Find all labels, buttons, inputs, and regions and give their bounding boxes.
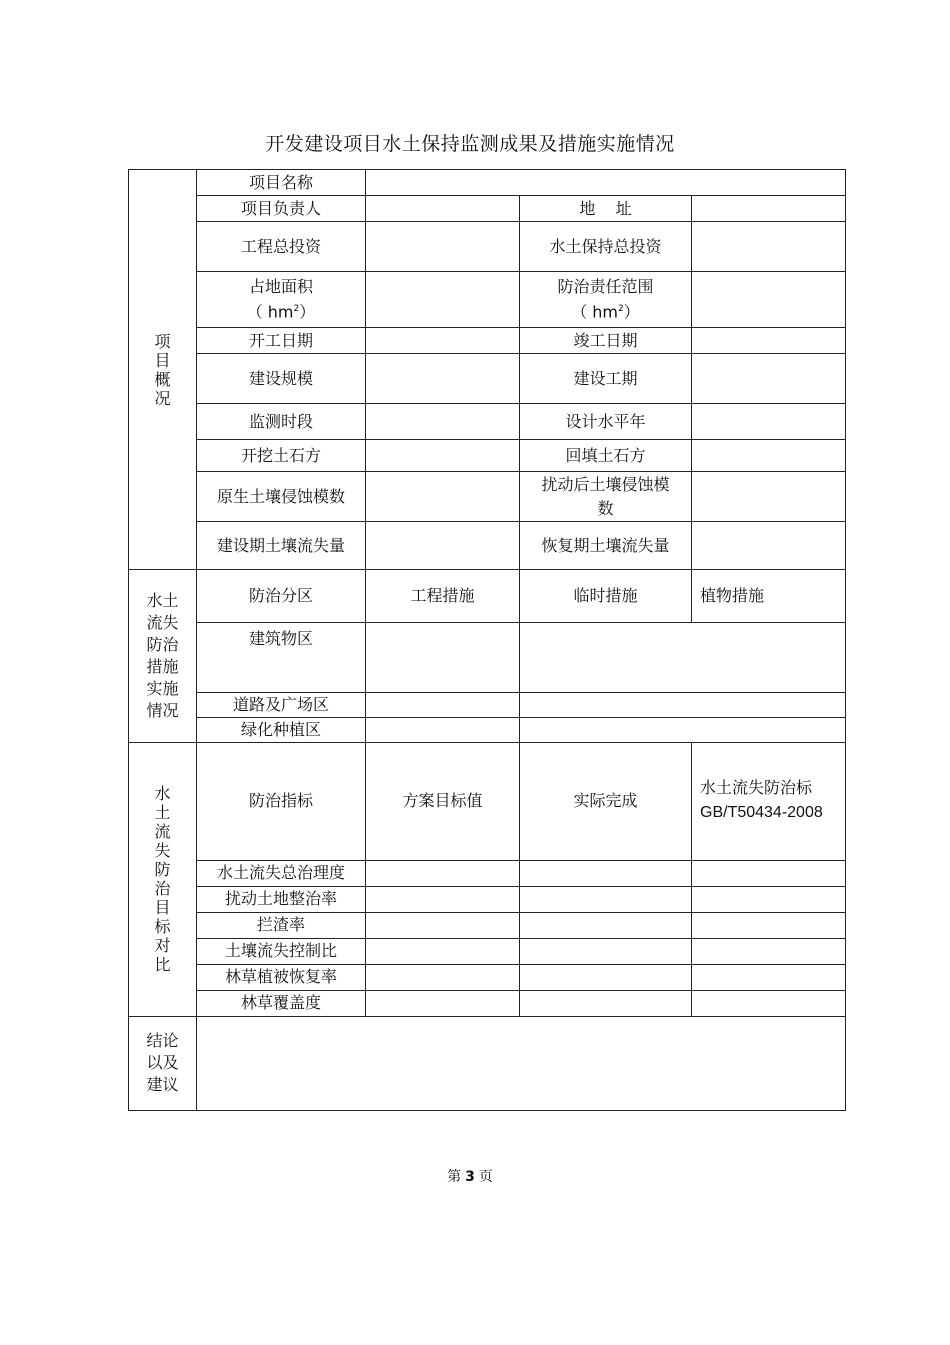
label-completion-date: 竣工日期 <box>520 328 692 354</box>
standard-code: GB/T50434-2008 <box>700 804 823 821</box>
label-recovery-loss: 恢复期土壤流失量 <box>520 522 692 570</box>
section-targets-label: 水 土 流 失 防 治 目 标 对 比 <box>129 742 197 1016</box>
value-address[interactable] <box>692 196 846 222</box>
unit-open: （ hm <box>571 302 619 322</box>
target-row-label: 扰动土地整治率 <box>197 886 366 912</box>
standard-label: 水土流失防治标 <box>700 780 813 797</box>
value-backfill[interactable] <box>692 440 846 472</box>
value-native-erosion[interactable] <box>366 472 520 522</box>
target-plan-value[interactable] <box>366 912 520 938</box>
label-backfill: 回填土石方 <box>520 440 692 472</box>
header-actual: 实际完成 <box>520 742 692 860</box>
label-monitor-period: 监测时段 <box>197 404 366 440</box>
value-construction-loss[interactable] <box>366 522 520 570</box>
target-standard-value[interactable] <box>692 938 846 964</box>
label-excavation: 开挖土石方 <box>197 440 366 472</box>
page-footer <box>0 1166 940 1186</box>
target-row-label: 林草覆盖度 <box>197 990 366 1016</box>
label-resp-range <box>520 272 692 328</box>
section-conclusion-label: 结论 以及 建议 <box>129 1016 197 1110</box>
target-standard-value[interactable] <box>692 886 846 912</box>
unit-sup: 2 <box>618 303 624 314</box>
label-resp-range-text: 防治责任范围 <box>557 276 654 296</box>
zone-road: 道路及广场区 <box>197 692 366 717</box>
target-actual-value[interactable] <box>520 938 692 964</box>
section-measures-label: 水土 流失 防治 措施 实施 情况 <box>129 570 197 742</box>
target-plan-value[interactable] <box>366 964 520 990</box>
target-plan-value[interactable] <box>366 886 520 912</box>
label-address: 地 址 <box>520 196 692 222</box>
zone-building: 建筑物区 <box>197 622 366 692</box>
value-recovery-loss[interactable] <box>692 522 846 570</box>
label-start-date: 开工日期 <box>197 328 366 354</box>
label-construction-loss: 建设期土壤流失量 <box>197 522 366 570</box>
target-standard-value[interactable] <box>692 912 846 938</box>
unit-open: （ hm <box>246 302 294 322</box>
header-engineering: 工程措施 <box>366 570 520 622</box>
unit-close: ） <box>299 302 316 322</box>
value-building-engineering[interactable] <box>366 622 520 692</box>
label-land-area <box>197 272 366 328</box>
label-design-year: 设计水平年 <box>520 404 692 440</box>
value-period[interactable] <box>692 354 846 404</box>
value-start-date[interactable] <box>366 328 520 354</box>
monitoring-table-lower <box>128 570 846 1111</box>
label-soil-total-investment: 水土保持总投资 <box>520 222 692 272</box>
value-building-other[interactable] <box>520 622 846 692</box>
target-row-label: 拦渣率 <box>197 912 366 938</box>
header-plant: 植物措施 <box>692 570 846 622</box>
value-conclusion[interactable] <box>197 1016 846 1110</box>
label-land-area-unit <box>199 298 363 323</box>
label-disturbed-erosion: 扰动后土壤侵蚀模数 <box>520 472 692 522</box>
label-land-area-text: 占地面积 <box>248 276 313 296</box>
unit-close: ） <box>623 302 640 322</box>
value-disturbed-erosion[interactable] <box>692 472 846 522</box>
value-design-year[interactable] <box>692 404 846 440</box>
value-scale[interactable] <box>366 354 520 404</box>
target-actual-value[interactable] <box>520 860 692 886</box>
header-zone: 防治分区 <box>197 570 366 622</box>
target-standard-value[interactable] <box>692 990 846 1016</box>
footer-prefix: 第 <box>447 1169 462 1185</box>
monitoring-table <box>128 169 846 570</box>
value-excavation[interactable] <box>366 440 520 472</box>
value-road-engineering[interactable] <box>366 692 520 717</box>
label-period: 建设工期 <box>520 354 692 404</box>
target-standard-value[interactable] <box>692 860 846 886</box>
value-green-other[interactable] <box>520 717 846 742</box>
value-project-leader[interactable] <box>366 196 520 222</box>
header-plan-target: 方案目标值 <box>366 742 520 860</box>
target-actual-value[interactable] <box>520 964 692 990</box>
target-actual-value[interactable] <box>520 886 692 912</box>
page-number: 3 <box>465 1169 475 1185</box>
value-road-other[interactable] <box>520 692 846 717</box>
target-plan-value[interactable] <box>366 860 520 886</box>
value-completion-date[interactable] <box>692 328 846 354</box>
label-scale: 建设规模 <box>197 354 366 404</box>
label-resp-range-unit <box>522 298 689 323</box>
target-actual-value[interactable] <box>520 990 692 1016</box>
label-total-investment: 工程总投资 <box>197 222 366 272</box>
value-resp-range[interactable] <box>692 272 846 328</box>
value-green-engineering[interactable] <box>366 717 520 742</box>
value-total-investment[interactable] <box>366 222 520 272</box>
header-indicator: 防治指标 <box>197 742 366 860</box>
label-project-name: 项目名称 <box>197 170 366 196</box>
value-soil-total-investment[interactable] <box>692 222 846 272</box>
target-plan-value[interactable] <box>366 990 520 1016</box>
value-project-name[interactable] <box>366 170 846 196</box>
target-row-label: 土壤流失控制比 <box>197 938 366 964</box>
footer-suffix: 页 <box>478 1169 493 1185</box>
value-land-area[interactable] <box>366 272 520 328</box>
label-native-erosion: 原生土壤侵蚀模数 <box>197 472 366 522</box>
label-project-leader: 项目负责人 <box>197 196 366 222</box>
unit-sup: 2 <box>293 303 300 314</box>
target-actual-value[interactable] <box>520 912 692 938</box>
section-overview-label: 项 目 概 况 <box>129 170 197 570</box>
header-standard <box>692 742 846 860</box>
zone-green: 绿化种植区 <box>197 717 366 742</box>
page-title: 开发建设项目水土保持监测成果及措施实施情况 <box>265 133 675 155</box>
target-row-label: 水土流失总治理度 <box>197 860 366 886</box>
target-row-label: 林草植被恢复率 <box>197 964 366 990</box>
header-temporary: 临时措施 <box>520 570 692 622</box>
target-standard-value[interactable] <box>692 964 846 990</box>
value-monitor-period[interactable] <box>366 404 520 440</box>
target-plan-value[interactable] <box>366 938 520 964</box>
